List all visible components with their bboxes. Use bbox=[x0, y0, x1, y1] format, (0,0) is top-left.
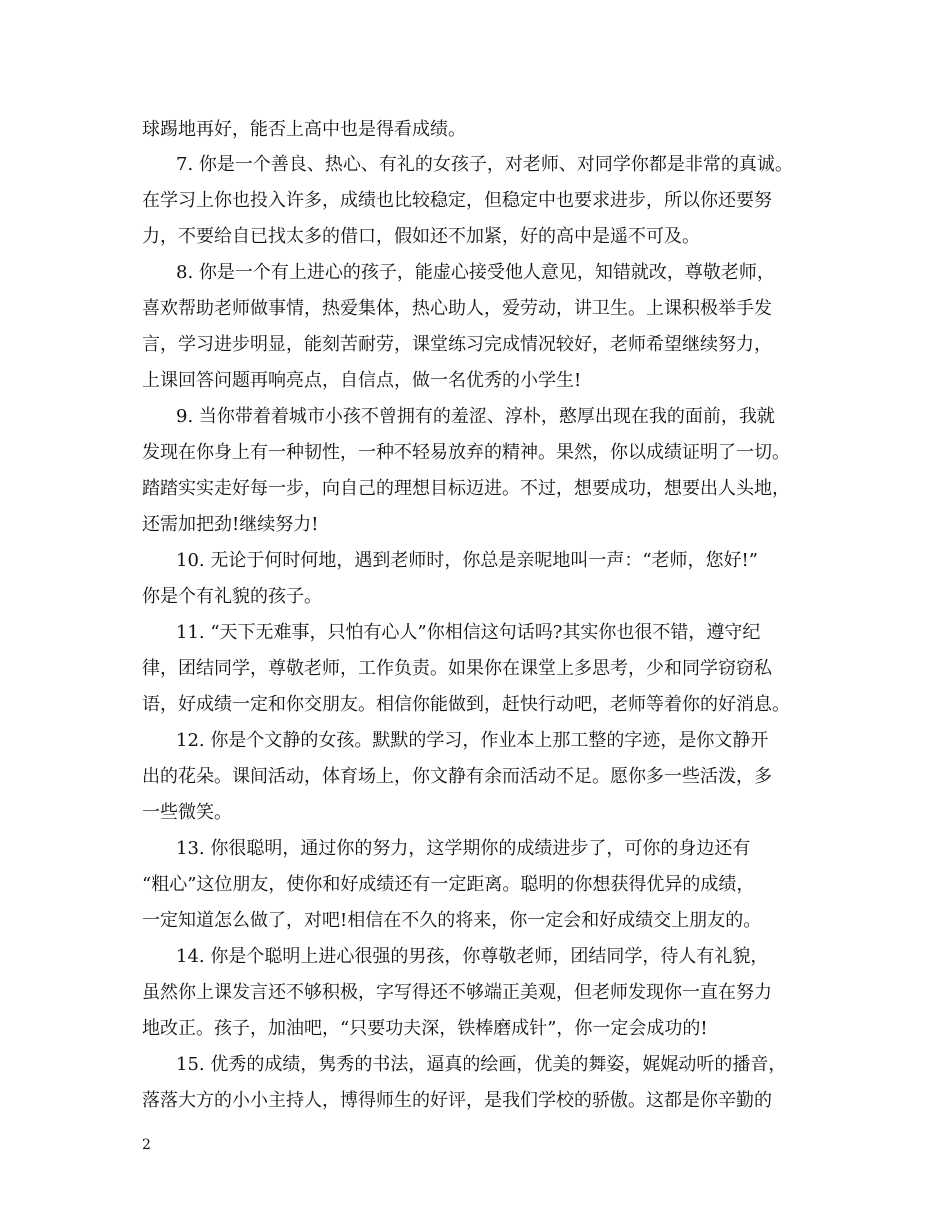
text-line: “粗心”这位朋友，使你和好成绩还有一定距离。聪明的你想获得优异的成绩， bbox=[142, 874, 755, 895]
text-line: 12. 你是个文静的女孩。默默的学习，作业本上那工整的字迹，是你文静开 bbox=[176, 730, 769, 751]
text-line: 言，学习进步明显，能刻苦耐劳，课堂练习完成情况较好，老师希望继续努力， bbox=[142, 334, 772, 355]
text-line: 上课回答问题再响亮点，自信点，做一名优秀的小学生! bbox=[142, 370, 582, 391]
text-line: 15. 优秀的成绩，隽秀的书法，逼真的绘画，优美的舞姿，娓娓动听的播音， bbox=[176, 1054, 787, 1075]
text-line: 8. 你是一个有上进心的孩子，能虚心接受他人意见，知错就改，尊敬老师， bbox=[176, 262, 775, 283]
text-line: 还需加把劲!继续努力! bbox=[142, 514, 319, 535]
text-line: 落落大方的小小主持人，博得师生的好评，是我们学校的骄傲。这都是你辛勤的 bbox=[142, 1090, 772, 1111]
text-line: 一些微笑。 bbox=[142, 802, 232, 823]
text-line: 一定知道怎么做了，对吧!相信在不久的将来，你一定会和好成绩交上朋友的。 bbox=[142, 910, 762, 931]
text-line: 出的花朵。课间活动，体育场上，你文静有余而活动不足。愿你多一些活泼，多 bbox=[142, 766, 772, 787]
text-line: 地改正。孩子，加油吧，“只要功夫深，铁棒磨成针”，你一定会成功的! bbox=[142, 1018, 708, 1039]
text-line: 14. 你是个聪明上进心很强的男孩，你尊敬老师，团结同学，待人有礼貌， bbox=[176, 946, 769, 967]
text-line: 在学习上你也投入许多，成绩也比较稳定，但稳定中也要求进步，所以你还要努 bbox=[142, 190, 772, 211]
text-line: 你是个有礼貌的孩子。 bbox=[142, 586, 322, 607]
text-line: 语，好成绩一定和你交朋友。相信你能做到，赶快行动吧，老师等着你的好消息。 bbox=[142, 694, 790, 715]
text-line: 10. 无论于何时何地，遇到老师时，你总是亲呢地叫一声：“老师，您好!” bbox=[176, 550, 758, 571]
text-line: 13. 你很聪明，通过你的努力，这学期你的成绩进步了，可你的身边还有 bbox=[176, 838, 751, 859]
text-line: 9. 当你带着着城市小孩不曾拥有的羞涩、淳朴，憨厚出现在我的面前，我就 bbox=[176, 406, 775, 427]
text-line: 踏踏实实走好每一步，向自己的理想目标迈进。不过，想要成功，想要出人头地， bbox=[142, 478, 790, 499]
text-line: 喜欢帮助老师做事情，热爱集体，热心助人，爱劳动，讲卫生。上课积极举手发 bbox=[142, 298, 772, 319]
text-line: 7. 你是一个善良、热心、有礼的女孩子，对老师、对同学你都是非常的真诚。 bbox=[176, 154, 793, 175]
text-line: 力，不要给自已找太多的借口，假如还不加紧，好的高中是遥不可及。 bbox=[142, 226, 700, 247]
text-line: 律，团结同学，尊敬老师，工作负责。如果你在课堂上多思考，少和同学窃窃私 bbox=[142, 658, 772, 679]
text-line: 11. “天下无难事，只怕有心人”你相信这句话吗?其实你也很不错，遵守纪 bbox=[176, 622, 761, 643]
text-line: 虽然你上课发言还不够积极，字写得还不够端正美观，但老师发现你一直在努力 bbox=[142, 982, 772, 1003]
page-number: 2 bbox=[142, 1137, 151, 1153]
text-line: 发现在你身上有一种韧性，一种不轻易放弃的精神。果然，你以成绩证明了一切。 bbox=[142, 442, 790, 463]
text-line: 球踢地再好，能否上高中也是得看成绩。 bbox=[142, 119, 466, 140]
